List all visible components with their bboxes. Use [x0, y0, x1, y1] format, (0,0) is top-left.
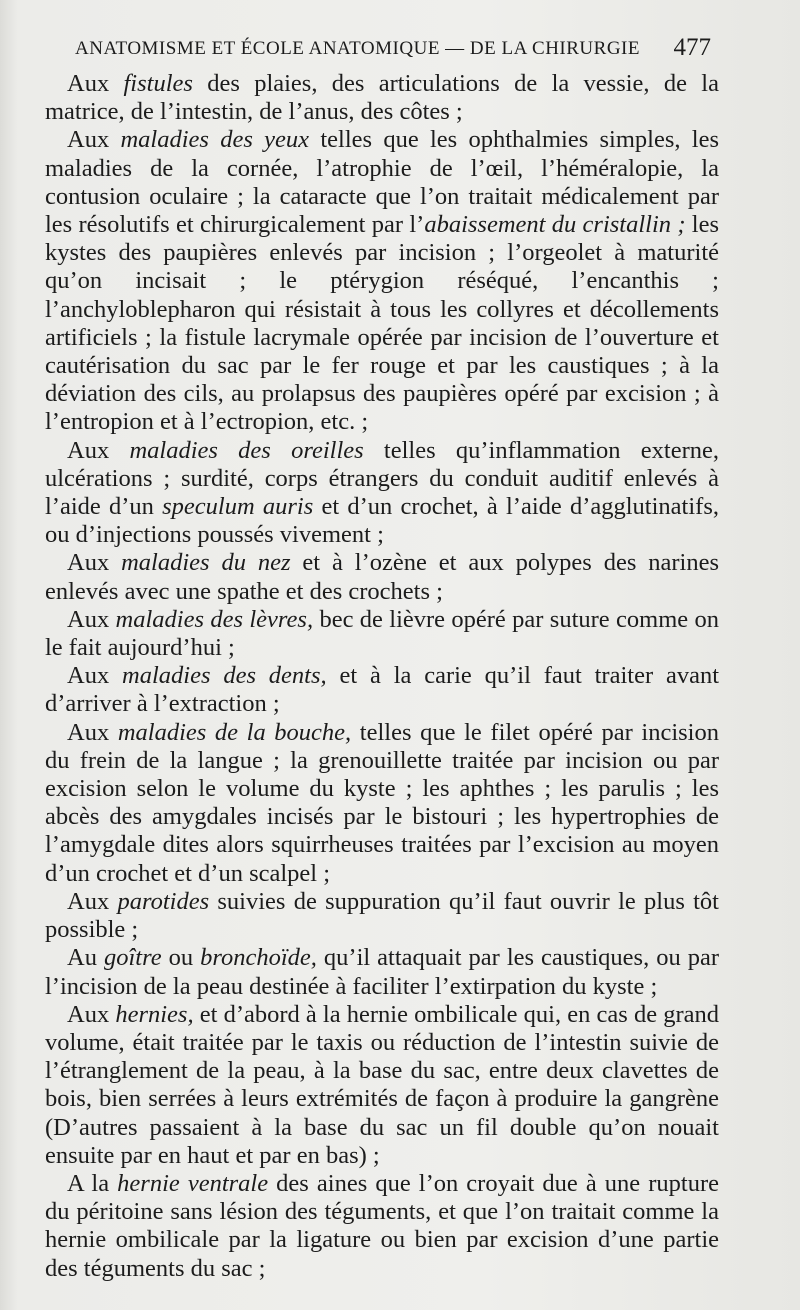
text-run: Aux — [67, 126, 121, 154]
paragraph — [45, 126, 719, 436]
text-run: Aux — [67, 718, 118, 746]
text-run: telles que le filet opéré par incision du frein de la langue ; la grenouillette traitée par incision ou par excision selon le volume du kyste ; les aphthes ; les parulis ; les abcès des amygdales incisés par le bistouri ; les hypertrophies de l’amygdale dites alors squirrheuses traitées par l’excision au moyen d’un crochet et d’un scalpel ; — [45, 718, 719, 887]
paragraph — [45, 70, 719, 126]
paragraph — [45, 606, 719, 662]
paragraph — [45, 1001, 719, 1170]
paragraph — [45, 662, 719, 718]
italic-text: abaissement du cristallin ; — [424, 211, 686, 239]
text-run: telles qu’inflammation externe, ulcérations ; surdité, corps étrangers du conduit auditif enlevés à l’aide d’un — [45, 436, 720, 521]
text-run: Aux — [67, 436, 130, 464]
text-run: suivies de suppuration qu’il faut ouvrir le plus tôt possible ; — [45, 887, 719, 944]
text-run: Aux — [67, 887, 118, 915]
italic-text: maladies de la bouche, — [117, 718, 352, 746]
italic-text: fistules — [123, 70, 193, 97]
text-run: bec de lièvre opéré par suture comme on le fait aujourd’hui ; — [45, 605, 719, 662]
italic-text: maladies des lèvres, — [115, 605, 314, 633]
text-run: Au — [67, 944, 104, 972]
paragraph — [45, 549, 719, 605]
body-text — [45, 70, 719, 1283]
paragraph — [45, 437, 719, 550]
italic-text: speculum auris — [162, 493, 314, 521]
text-run: Aux — [67, 1000, 116, 1028]
text-run: ou — [161, 944, 201, 972]
text-run: et d’un crochet, à l’aide d’agglutinatifs, ou d’injections poussés vivement ; — [45, 493, 719, 549]
text-run: et d’abord à la hernie ombilicale qui, en cas de grand volume, était traitée par le taxis ou réduction de l’intestin suivie de l’étranglement de la peau, à la base du sac, entre deux clavettes de bois, bien serrées à leurs extrémités de façon à produire la gangrène (D’autres passaient à la base du sac un fil double qu’on nouait ensuite par en haut et par en bas) ; — [45, 1000, 719, 1169]
text-run: Aux — [67, 605, 116, 633]
italic-text: maladies des yeux — [120, 126, 310, 154]
text-run: les kystes des paupières enlevés par incision ; l’orgeolet à maturité qu’on incisait ; le ptérygion réséqué, l’encanthis ; l’anchyloblepharon qui résistait à tous les collyres et décollements artificiels ; la fistule lacrymale opérée par incision de l’ouverture et cautérisation du sac par le fer rouge et par les caustiques ; à la déviation des cils, au prolapsus des paupières opéré par excision ; à l’entropion et à l’ectropion, etc. ; — [45, 211, 720, 436]
text-run: qu’il attaquait par les caustiques, ou par l’incision de la peau destinée à faciliter l’extirpation du kyste ; — [45, 944, 720, 1000]
italic-text: hernies, — [115, 1000, 194, 1028]
paragraph — [45, 1170, 719, 1283]
paragraph — [45, 719, 719, 888]
text-run: et à la carie qu’il faut traiter avant d’arriver à l’extraction ; — [45, 662, 719, 718]
text-run: Aux — [67, 549, 122, 577]
italic-text: maladies des oreilles — [129, 436, 364, 464]
text-run: des aines que l’on croyait due à une rupture du péritoine sans lésion des téguments, et que l’on traitait comme la hernie ombilicale par la ligature ou bien par excision d’une partie des téguments du sac ; — [45, 1169, 719, 1282]
italic-text: hernie ventrale — [117, 1169, 269, 1197]
italic-text: bronchoïde, — [200, 944, 317, 972]
italic-text: maladies du nez — [121, 549, 291, 577]
paragraph — [45, 888, 719, 944]
page-number: 477 — [673, 34, 711, 61]
text-run: Aux — [67, 662, 123, 690]
text-run: des plaies, des articulations de la vessie, de la matrice, de l’intestin, de l’anus, des côtes ; — [45, 70, 719, 126]
running-head: ANATOMISME ET ÉCOLE ANATOMIQUE — DE LA CHIRURGIE — [75, 38, 640, 59]
text-run: A la — [67, 1169, 118, 1197]
text-run: telles que les ophthalmies simples, les maladies de la cornée, l’atrophie de l’œil, l’héméralopie, la contusion oculaire ; la cataracte que l’on traitait médicalement par les résolutifs et chirurgicalement par l’ — [45, 126, 719, 239]
text-run: Aux — [67, 70, 124, 97]
italic-text: maladies des dents, — [122, 662, 327, 690]
text-run: et à l’ozène et aux polypes des narines enlevés avec une spathe et des crochets ; — [45, 549, 719, 605]
paragraph — [45, 944, 719, 1000]
page-header — [45, 34, 717, 64]
italic-text: goître — [103, 944, 162, 972]
italic-text: parotides — [117, 887, 210, 915]
